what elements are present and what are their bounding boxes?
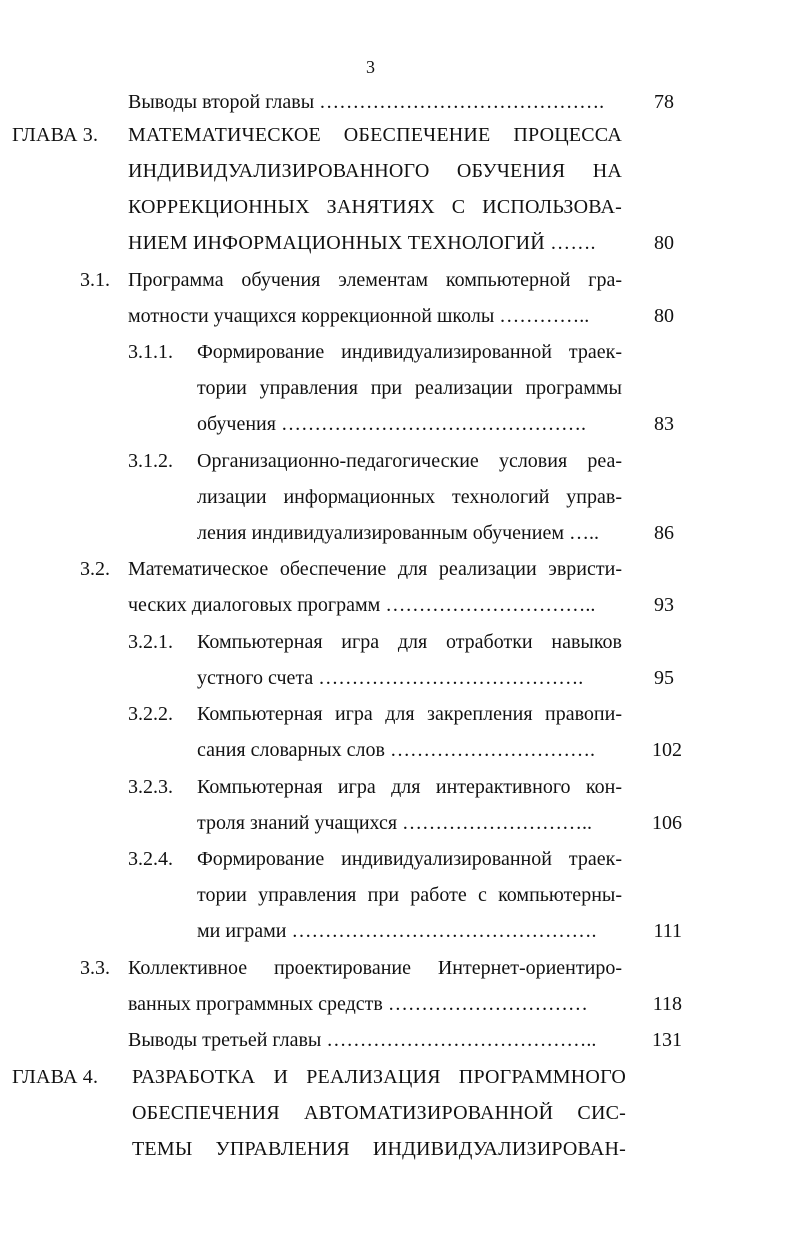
toc-page-ref: 111	[653, 920, 682, 942]
section-3-2-4-number: 3.2.4.	[128, 848, 173, 870]
section-3-1-2-title-line: Организационно-педагогические условия реа-	[197, 450, 622, 472]
toc-page-ref: 78	[654, 91, 674, 113]
chapter-3-title-line: ИНДИВИДУАЛИЗИРОВАННОГО ОБУЧЕНИЯ НА	[128, 160, 622, 182]
section-3-2-3-title-line: Компьютерная игра для интерактивного кон-	[197, 776, 622, 798]
toc-entry-conclusions-ch2: Выводы второй главы …………………………………….	[128, 91, 605, 113]
section-3-2-1-number: 3.2.1.	[128, 631, 173, 653]
section-3-2-number: 3.2.	[80, 558, 110, 580]
section-3-2-1-title-line: устного счета ………………………………….	[197, 667, 584, 689]
section-3-2-3-title-line: троля знаний учащихся ………………………..	[197, 812, 593, 834]
toc-page-ref: 80	[654, 232, 674, 254]
chapter-3-title-line: НИЕМ ИНФОРМАЦИОННЫХ ТЕХНОЛОГИЙ …….	[128, 232, 596, 254]
section-3-1-title-line: Программа обучения элементам компьютерной гра-	[128, 269, 622, 291]
section-3-2-title-line: Математическое обеспечение для реализации эвристи-	[128, 558, 622, 580]
section-3-2-2-title-line: Компьютерная игра для закрепления правопи-	[197, 703, 622, 725]
section-3-1-1-title-line: Формирование индивидуализированной траек-	[197, 341, 622, 363]
section-3-2-2-title-line: сания словарных слов ………………………….	[197, 739, 595, 761]
toc-page-ref: 102	[652, 739, 682, 761]
chapter-4-title-line: ОБЕСПЕЧЕНИЯ АВТОМАТИЗИРОВАННОЙ СИС-	[132, 1102, 626, 1124]
toc-page-ref: 106	[652, 812, 682, 834]
section-3-1-1-title-line: обучения ……………………………………….	[197, 413, 586, 435]
section-3-3-title-line: Коллективное проектирование Интернет-ориентиро-	[128, 957, 622, 979]
section-3-2-1-title-line: Компьютерная игра для отработки навыков	[197, 631, 622, 653]
chapter-3-title-line: КОРРЕКЦИОННЫХ ЗАНЯТИЯХ С ИСПОЛЬЗОВА-	[128, 196, 622, 218]
section-3-1-1-number: 3.1.1.	[128, 341, 173, 363]
toc-page-ref: 118	[652, 993, 682, 1015]
chapter-4-number: ГЛАВА 4.	[12, 1066, 99, 1088]
section-3-1-2-title-line: ления индивидуализированным обучением …..	[197, 522, 599, 544]
section-3-2-2-number: 3.2.2.	[128, 703, 173, 725]
toc-page-ref: 95	[654, 667, 674, 689]
chapter-3-number: ГЛАВА 3.	[12, 124, 99, 146]
section-3-3-number: 3.3.	[80, 957, 110, 979]
chapter-3-title-line: МАТЕМАТИЧЕСКОЕ ОБЕСПЕЧЕНИЕ ПРОЦЕССА	[128, 124, 622, 146]
section-3-2-4-title-line: тории управления при работе с компьютерны-	[197, 884, 622, 906]
toc-page-ref: 83	[654, 413, 674, 435]
section-3-1-number: 3.1.	[80, 269, 110, 291]
toc-page-ref: 93	[654, 594, 674, 616]
section-3-1-2-number: 3.1.2.	[128, 450, 173, 472]
section-3-1-2-title-line: лизации информационных технологий управ-	[197, 486, 622, 508]
toc-page-ref: 86	[654, 522, 674, 544]
toc-page-ref: 131	[652, 1029, 682, 1051]
page-number: 3	[366, 57, 375, 77]
section-3-1-1-title-line: тории управления при реализации программы	[197, 377, 622, 399]
section-3-1-title-line: мотности учащихся коррекционной школы …………..	[128, 305, 590, 327]
section-3-3-title-line: ванных программных средств …………………………	[128, 993, 588, 1015]
chapter-4-title-line: РАЗРАБОТКА И РЕАЛИЗАЦИЯ ПРОГРАММНОГО	[132, 1066, 626, 1088]
section-3-2-3-number: 3.2.3.	[128, 776, 173, 798]
section-3-2-4-title-line: Формирование индивидуализированной траек-	[197, 848, 622, 870]
section-3-2-4-title-line: ми играми ……………………………………….	[197, 920, 597, 942]
toc-page-ref: 80	[654, 305, 674, 327]
chapter-4-title-line: ТЕМЫ УПРАВЛЕНИЯ ИНДИВИДУАЛИЗИРОВАН-	[132, 1138, 626, 1160]
toc-entry-conclusions-ch3: Выводы третьей главы …………………………………..	[128, 1029, 597, 1051]
section-3-2-title-line: ческих диалоговых программ …………………………..	[128, 594, 596, 616]
